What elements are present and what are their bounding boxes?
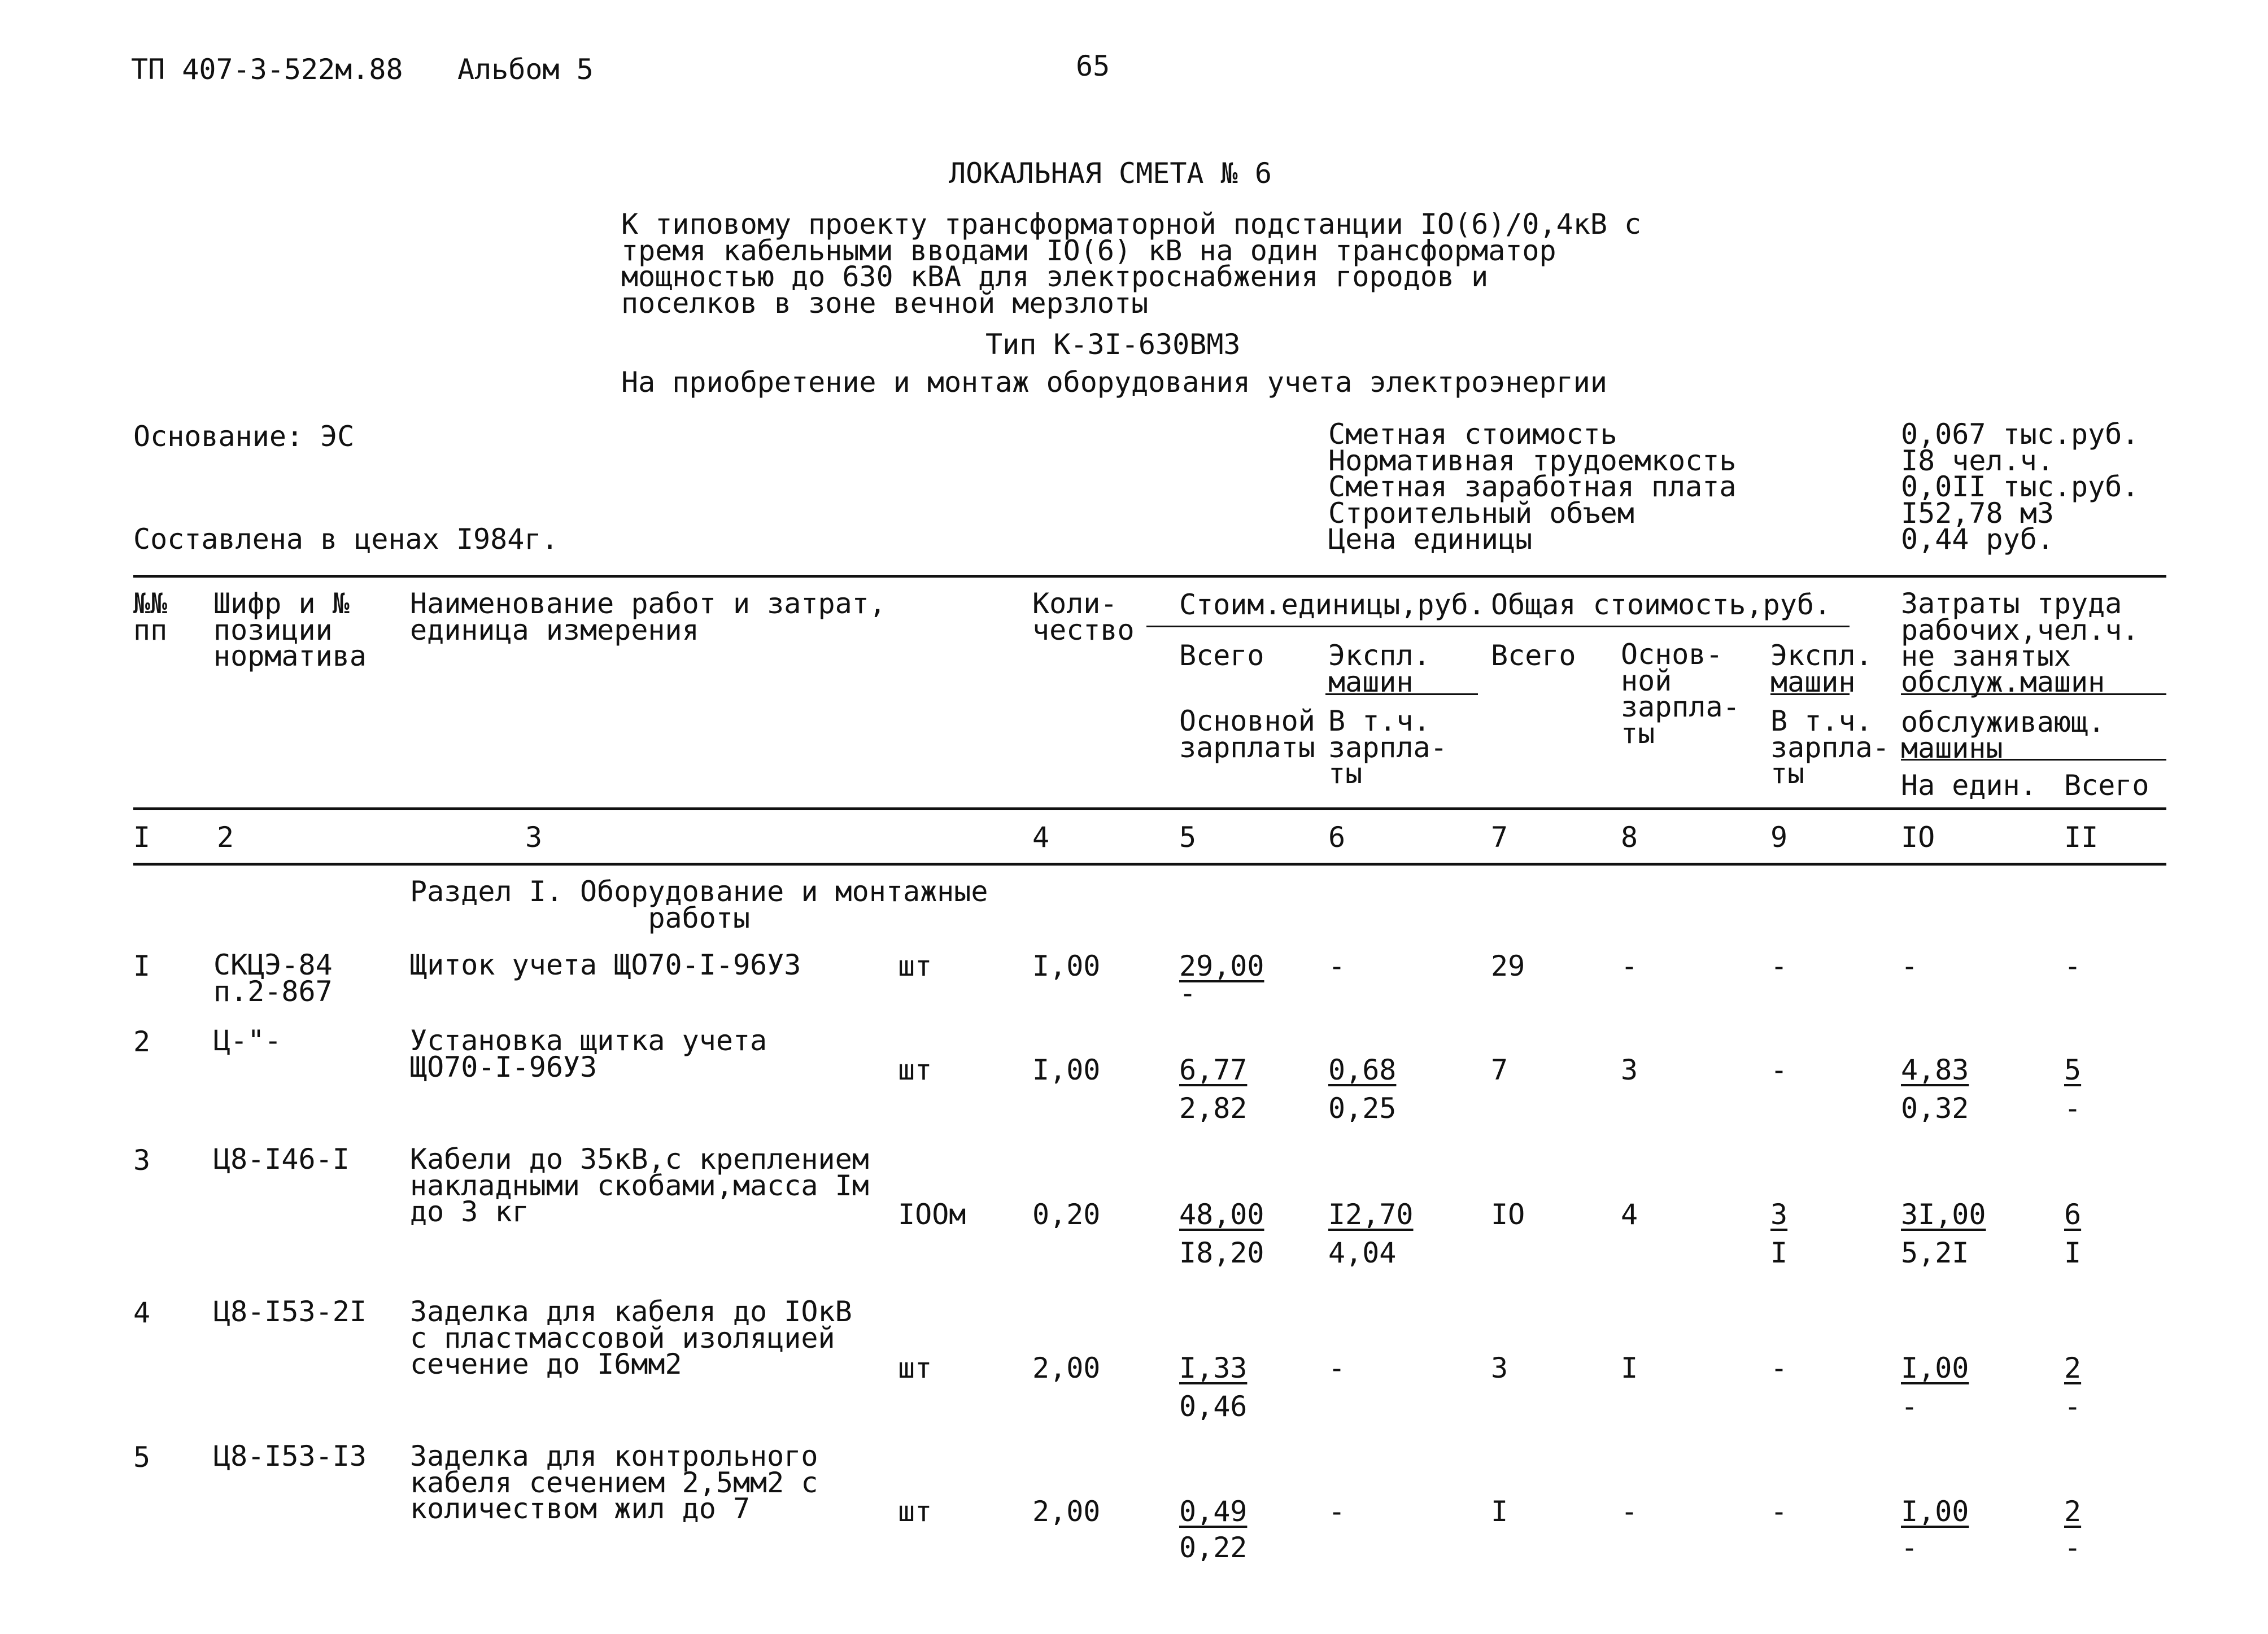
estimate-purpose: На приобретение и монтаж оборудования учета электроэнергии [621,366,1607,399]
row-labor-total-machines: - [2064,1390,2082,1423]
row-code: Ц8-I53-I3 [213,1440,367,1473]
row-unit: шт [898,1054,932,1086]
row-number: 3 [133,1144,151,1177]
row-qty: 2,00 [1032,1495,1101,1528]
row-unit-cost-machine-wages: 0,25 [1328,1092,1397,1125]
row-labor-per-unit-machines: 5,2I [1901,1237,1969,1269]
row-unit-cost-machines: I2,70 [1328,1198,1414,1231]
row-labor-per-unit-machines: 0,32 [1901,1092,1969,1125]
labor-sub2-header: обслуживающ. [1901,706,2105,739]
col5-vsego-header: Всего [1179,639,1264,672]
row-unit-cost-machine-wages: 4,04 [1328,1237,1397,1269]
col-name-header: Наименование работ и затрат, единица измерения [410,587,886,646]
row-labor-per-unit: I,00 [1901,1352,1969,1384]
labor-sub3-header: машины [1901,732,2003,764]
row-labor-per-unit: - [1901,950,1918,982]
page-number: 65 [1076,50,1110,82]
row-total-wages: - [1621,1495,1638,1528]
row-total-machines: - [1770,1352,1788,1384]
col11-vsego-header: Всего [2064,769,2149,802]
basis-label: Основание: ЭС [133,420,355,453]
row-labor-total-machines: - [2064,1531,2082,1564]
album-label: Альбом 5 [457,53,594,86]
row-name: Щиток учета ЩО70-I-96УЗ [410,949,801,981]
row-number: 4 [133,1296,151,1329]
row-code: Ц8-I53-2I [213,1295,367,1328]
col-qty-header: Коли- чество [1032,587,1135,646]
row-unit-cost-total: 6,77 [1179,1054,1248,1086]
unit-cost-group-header: Стоим.единицы,руб. [1179,588,1485,621]
row-qty: 2,00 [1032,1352,1101,1384]
col6-mashin-header: машин [1328,666,1414,698]
col-num-2: 2 [217,821,234,854]
row-number: 2 [133,1025,151,1058]
col-num-11: II [2064,821,2099,854]
section-title: Раздел I. Оборудование и монтажные работы [410,875,988,934]
project-description: К типовому проекту трансформаторной подстанции IO(6)/0,4кВ с тремя кабельными вводами IO(6) кВ на один трансформатор мощностью до 630 кВА для электроснабжения городов и поселков в зоне вечной мерзлоты [621,208,1642,320]
col6-ekspl-header: Экспл. [1328,639,1430,672]
col-num-7: 7 [1491,821,1508,854]
col10-na-edin-header: На един. [1901,769,2037,802]
col-num-8: 8 [1621,821,1638,854]
row-unit-cost-machines: 0,68 [1328,1054,1397,1086]
header-bottom-rule [133,807,2166,810]
row-unit: шт [898,950,932,982]
row-unit-cost-wages: 2,82 [1179,1092,1248,1125]
row-unit-cost-machines: - [1328,1495,1346,1528]
row-name: Заделка для контрольного кабеля сечением 2,5мм2 с количеством жил до 7 [410,1440,818,1525]
row-labor-total: 5 [2064,1054,2082,1086]
row-labor-per-unit: I,00 [1901,1495,1969,1528]
col-number-header: №№ пп [133,587,168,646]
row-total-cost: 29 [1491,950,1525,982]
col-num-9: 9 [1770,821,1788,854]
col8-osnov-header: Основ- ной зарпла- ты [1621,638,1740,750]
estimate-title: ЛОКАЛЬНАЯ СМЕТА № 6 [949,157,1272,190]
row-unit-cost-wages: I8,20 [1179,1237,1264,1269]
row-labor-per-unit-machines: - [1901,1531,1918,1564]
row-code: Ц-"- [213,1024,282,1057]
col-num-5: 5 [1179,821,1197,854]
row-total-machines: - [1770,1495,1788,1528]
row-total-machine-wages: I [1770,1237,1788,1269]
summary-labels: Сметная стоимость Нормативная трудоемкость Сметная заработная плата Строительный объем Цена единицы [1328,418,1737,556]
row-labor-per-unit: 3I,00 [1901,1198,1986,1231]
total-cost-group-header: Общая стоимость,руб. [1491,588,1831,621]
row-total-cost: I [1491,1495,1508,1528]
row-total-wages: 4 [1621,1198,1638,1231]
col-num-6: 6 [1328,821,1346,854]
row-qty: I,00 [1032,1054,1101,1086]
labor-group-header: Затраты труда рабочих,чел.ч. не занятых [1901,587,2139,672]
row-total-wages: - [1621,950,1638,982]
row-total-machines: 3 [1770,1198,1788,1231]
row-unit: шт [898,1495,932,1528]
row-labor-per-unit-machines: - [1901,1390,1918,1423]
row-qty: 0,20 [1032,1198,1101,1231]
row-total-cost: IO [1491,1198,1525,1231]
row-labor-total: 2 [2064,1352,2082,1384]
col9-vtch-header: В т.ч. зарпла- ты [1770,705,1890,790]
row-unit-cost-total: 0,49 [1179,1495,1248,1528]
doc-code: ТП 407-3-522м.88 [131,53,403,86]
row-qty: I,00 [1032,950,1101,982]
row-total-wages: I [1621,1352,1638,1384]
row-unit-cost-wages: 0,46 [1179,1390,1248,1423]
substation-type: Тип К-3I-630ВМЗ [985,328,1241,361]
col-num-3: 3 [525,821,543,854]
row-labor-total: - [2064,950,2082,982]
row-unit-cost-wages: 0,22 [1179,1531,1248,1564]
row-total-cost: 7 [1491,1054,1508,1086]
row-code: Ц8-I46-I [213,1143,350,1176]
row-total-machines: - [1770,1054,1788,1086]
row-labor-per-unit: 4,83 [1901,1054,1969,1086]
row-unit-cost-machines: - [1328,1352,1346,1384]
row-unit-cost-total: 48,00 [1179,1198,1264,1231]
col9-ekspl-header: Экспл. [1770,639,1873,672]
row-name: Установка щитка учета ЩО70-I-96УЗ [410,1024,767,1083]
table-top-rule [133,575,2166,578]
col6-vtch-header: В т.ч. зарпла- ты [1328,705,1447,790]
row-total-wages: 3 [1621,1054,1638,1086]
row-unit-cost-machines: - [1328,950,1346,982]
row-labor-total: 2 [2064,1495,2082,1528]
summary-values: 0,067 тыс.руб. I8 чел.ч. 0,0II тыс.руб. I52,78 м3 0,44 руб. [1901,418,2139,556]
col-num-10: IO [1901,821,1935,854]
row-unit: IOOм [898,1198,966,1231]
col9-mashin-header: машин [1770,666,1856,698]
row-total-machines: - [1770,950,1788,982]
row-name: Заделка для кабеля до IOкВ с пластмассовой изоляцией сечение до I6мм2 [410,1295,852,1380]
row-unit-cost-wages: - [1179,977,1197,1010]
col5-osnovnoy-header: Основной зарплаты [1179,705,1315,764]
labor-sub1-header: обслуж.машин [1901,666,2105,698]
col-num-1: I [133,821,151,854]
row-labor-total: 6 [2064,1198,2082,1231]
row-unit-cost-total: I,33 [1179,1352,1248,1384]
column-numbers-rule [133,863,2166,866]
row-unit: шт [898,1352,932,1384]
row-total-cost: 3 [1491,1352,1508,1384]
col-num-4: 4 [1032,821,1050,854]
row-labor-total-machines: I [2064,1237,2082,1269]
row-number: 5 [133,1441,151,1474]
row-number: I [133,950,151,982]
header-cost-rule [1146,626,1850,627]
row-name: Кабели до 35кВ,с креплением накладными скобами,масса Iм до 3 кг [410,1143,869,1228]
col-code-header: Шифр и № позиции норматива [213,587,367,672]
row-code: СКЦЭ-84 п.2-867 [213,949,333,1008]
row-unit-cost-total: 29,00 [1179,950,1264,982]
prices-label: Составлена в ценах I984г. [133,523,559,556]
col7-vsego-header: Всего [1491,639,1576,672]
row-labor-total-machines: - [2064,1092,2082,1125]
